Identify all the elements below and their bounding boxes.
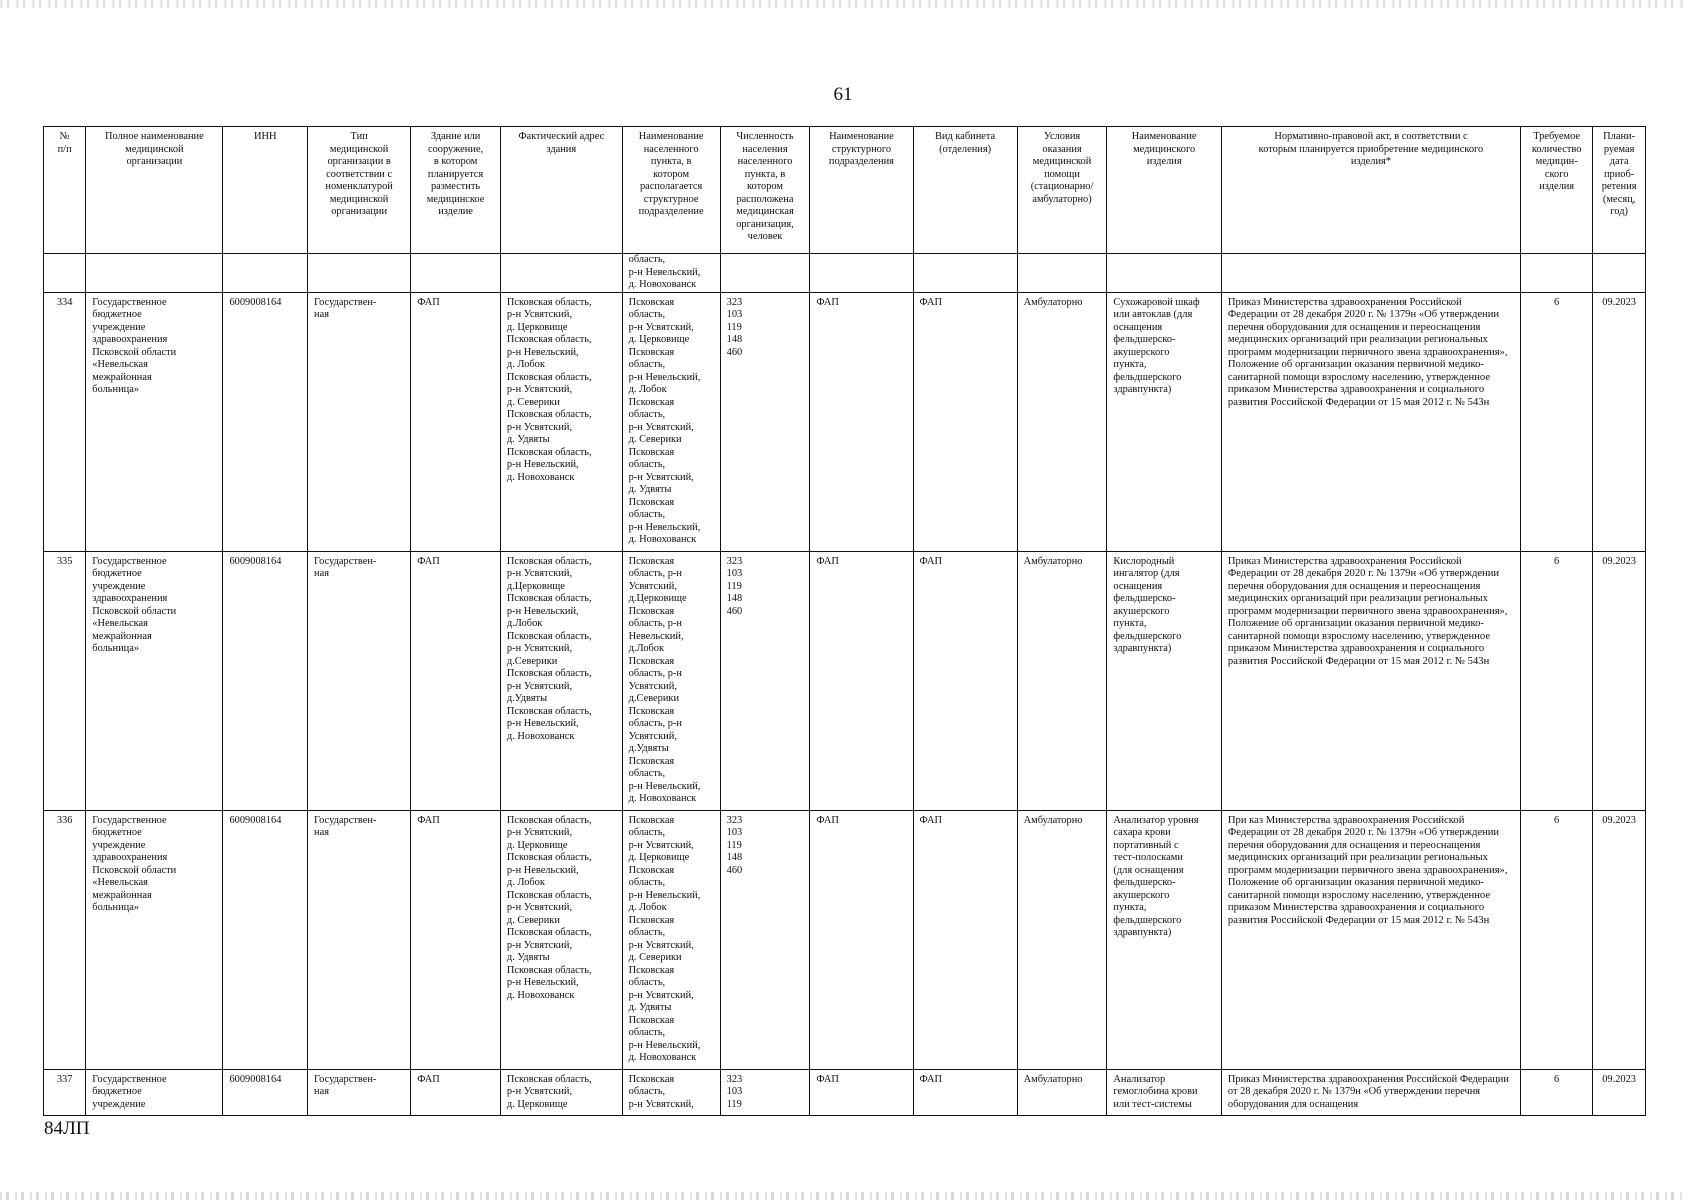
cell-num: 336 [44, 810, 86, 1069]
cell-conditions: Амбулаторно [1017, 1069, 1107, 1116]
cell-address: Псковская область, р-н Усвятский, д. Церковище Псковская область, р-н Невельский, д. Лобок Псковская область, р-н Усвятский, д. Северики Псковская область, р-н Усвятский, д. Удвяты Псковская область, р-н Невельский, д. Новохованск [500, 292, 622, 551]
cell-qty: 6 [1521, 551, 1593, 810]
cell-unit: ФАП [810, 292, 913, 551]
cell-device: Кислородный ингалятор (для оснащения фельдшерско- акушерского пункта, фельдшерского здравпункта) [1107, 551, 1222, 810]
cell-population: 323 103 119 148 460 [720, 810, 810, 1069]
cell-conditions: Амбулаторно [1017, 551, 1107, 810]
cell-cabinet: ФАП [913, 810, 1017, 1069]
header-device: Наименование медицинского изделия [1107, 127, 1222, 254]
cell-empty [1017, 254, 1107, 293]
cell-device: Анализатор уровня сахара крови портативный с тест-полосками (для оснащения фельдшерско- акушерского пункта, фельдшерского здравпункта) [1107, 810, 1222, 1069]
header-address: Фактический адрес здания [500, 127, 622, 254]
cell-cabinet: ФАП [913, 292, 1017, 551]
cell-inn: 6009008164 [223, 1069, 308, 1116]
cell-unit: ФАП [810, 810, 913, 1069]
header-settlement: Наименование населенного пункта, в котором располагается структурное подразделение [622, 127, 720, 254]
cell-settlement: Псковская область, р-н Усвятский, д. Церковище Псковская область, р-н Невельский, д. Лобок Псковская область, р-н Усвятский, д. Северики Псковская область, р-н Усвятский, д. Удвяты Псковская область, р-н Невельский, д. Новохованск [622, 810, 720, 1069]
cell-address: Псковская область, р-н Усвятский, д. Церковище Псковская область, р-н Невельский, д. Лобок Псковская область, р-н Усвятский, д. Северики Псковская область, р-н Усвятский, д. Удвяты Псковская область, р-н Невельский, д. Новохованск [500, 810, 622, 1069]
cell-law: Приказ Министерства здравоохранения Российской Федерации от 28 декабря 2020 г. № 1379н «Об утверждении перечня оборудования для оснащения и переоснащения медицинских организаций при реализации региональных программ модернизации первичного звена здравоохранения», Положение об организации оказания первичной медико-санитарной помощи взрослому населению, утвержденное приказом Министерства здравоохранения и социального развития Российской Федерации от 15 мая 2012 г. № 543н [1221, 292, 1520, 551]
table-row [44, 810, 1646, 1069]
cell-org-type: Государствен- ная [308, 292, 411, 551]
cell-empty [44, 254, 86, 293]
cell-num: 337 [44, 1069, 86, 1116]
cell-unit: ФАП [810, 1069, 913, 1116]
cell-org: Государственное бюджетное учреждение здравоохранения Псковской области «Невельская межрайонная больница» [86, 292, 223, 551]
cell-device: Сухожаровой шкаф или автоклав (для оснащения фельдшерско- акушерского пункта, фельдшерского здравпункта) [1107, 292, 1222, 551]
cell-date: 09.2023 [1593, 292, 1646, 551]
header-org-type: Тип медицинской организации в соответствии с номенклатурой медицинской организации [308, 127, 411, 254]
cell-population: 323 103 119 148 460 [720, 292, 810, 551]
header-conditions: Условия оказания медицинской помощи (стационарно/ амбулаторно) [1017, 127, 1107, 254]
cell-settlement: область, р-н Невельский, д. Новохованск [622, 254, 720, 293]
cell-cabinet: ФАП [913, 551, 1017, 810]
cell-org: Государственное бюджетное учреждение здравоохранения Псковской области «Невельская межрайонная больница» [86, 810, 223, 1069]
cell-empty [913, 254, 1017, 293]
scan-edge-top [0, 0, 1686, 8]
cell-date: 09.2023 [1593, 810, 1646, 1069]
header-population: Численность населения населенного пункта, в котором расположена медицинская организация, человек [720, 127, 810, 254]
cell-building: ФАП [411, 292, 501, 551]
cell-settlement: Псковская область, р-н Усвятский, д.Церковище Псковская область, р-н Невельский, д.Лобок Псковская область, р-н Усвятский, д.Северики Псковская область, р-н Усвятский, д.Удвяты Псковская область, р-н Невельский, д. Новохованск [622, 551, 720, 810]
cell-qty: 6 [1521, 292, 1593, 551]
cell-empty [308, 254, 411, 293]
header-law: Нормативно-правовой акт, в соответствии с которым планируется приобретение медицинского изделия* [1221, 127, 1520, 254]
cell-law: Приказ Министерства здравоохранения Российской Федерации от 28 декабря 2020 г. № 1379н «Об утверждении перечня оборудования для оснащения и переоснащения медицинских организаций при реализации региональных программ модернизации первичного звена здравоохранения», Положение об организации оказания первичной медико-санитарной помощи взрослому населению, утвержденное приказом Министерства здравоохранения и социального развития Российской Федерации от 15 мая 2012 г. № 543н [1221, 551, 1520, 810]
cell-num: 335 [44, 551, 86, 810]
header-unit: Наименование структурного подразделения [810, 127, 913, 254]
cell-qty: 6 [1521, 810, 1593, 1069]
cell-empty [223, 254, 308, 293]
cell-settlement: Псковская область, р-н Усвятский, [622, 1069, 720, 1116]
cell-num: 334 [44, 292, 86, 551]
table-row [44, 1069, 1646, 1116]
cell-law: При каз Министерства здравоохранения Российской Федерации от 28 декабря 2020 г. № 1379н «Об утверждении перечня оборудования для оснащения и переоснащения медицинских организаций при реализации региональных программ модернизации первичного звена здравоохранения», Положение об организации оказания первичной медико-санитарной помощи взрослому населению, утвержденное приказом Министерства здравоохранения и социального развития Российской Федерации от 15 мая 2012 г. № 543н [1221, 810, 1520, 1069]
table-header [44, 127, 1646, 254]
document-code: 84ЛП [44, 1118, 90, 1139]
cell-cabinet: ФАП [913, 1069, 1017, 1116]
cell-empty [1107, 254, 1222, 293]
table-row [44, 292, 1646, 551]
table-row-continuation [44, 254, 1646, 293]
cell-qty: 6 [1521, 1069, 1593, 1116]
cell-org: Государственное бюджетное учреждение [86, 1069, 223, 1116]
cell-org-type: Государствен- ная [308, 1069, 411, 1116]
header-building: Здание или сооружение, в котором планируется разместить медицинское изделие [411, 127, 501, 254]
cell-org: Государственное бюджетное учреждение здравоохранения Псковской области «Невельская межрайонная больница» [86, 551, 223, 810]
cell-conditions: Амбулаторно [1017, 810, 1107, 1069]
cell-date: 09.2023 [1593, 1069, 1646, 1116]
cell-unit: ФАП [810, 551, 913, 810]
cell-settlement: Псковская область, р-н Усвятский, д. Церковище Псковская область, р-н Невельский, д. Лобок Псковская область, р-н Усвятский, д. Северики Псковская область, р-н Усвятский, д. Удвяты Псковская область, р-н Невельский, д. Новохованск [622, 292, 720, 551]
cell-org-type: Государствен- ная [308, 551, 411, 810]
header-inn: ИНН [223, 127, 308, 254]
cell-population: 323 103 119 [720, 1069, 810, 1116]
cell-empty [1221, 254, 1520, 293]
header-num: № п/п [44, 127, 86, 254]
cell-inn: 6009008164 [223, 292, 308, 551]
cell-address: Псковская область, р-н Усвятский, д.Церковище Псковская область, р-н Невельский, д.Лобок Псковская область, р-н Усвятский, д.Северики Псковская область, р-н Усвятский, д.Удвяты Псковская область, р-н Невельский, д. Новохованск [500, 551, 622, 810]
table-row [44, 551, 1646, 810]
scan-edge-bottom [0, 1192, 1686, 1200]
cell-conditions: Амбулаторно [1017, 292, 1107, 551]
cell-date: 09.2023 [1593, 551, 1646, 810]
header-qty: Требуемое количество медицин- ского изделия [1521, 127, 1593, 254]
cell-empty [1593, 254, 1646, 293]
page-number: 61 [833, 84, 853, 105]
cell-device: Анализатор гемоглобина крови или тест-системы [1107, 1069, 1222, 1116]
cell-inn: 6009008164 [223, 810, 308, 1069]
cell-empty [86, 254, 223, 293]
cell-inn: 6009008164 [223, 551, 308, 810]
cell-building: ФАП [411, 1069, 501, 1116]
cell-building: ФАП [411, 551, 501, 810]
cell-empty [810, 254, 913, 293]
header-date: Плани- руемая дата приоб- ретения (месяц, год) [1593, 127, 1646, 254]
cell-population: 323 103 119 148 460 [720, 551, 810, 810]
cell-empty [1521, 254, 1593, 293]
cell-address: Псковская область, р-н Усвятский, д. Церковище [500, 1069, 622, 1116]
cell-empty [500, 254, 622, 293]
cell-empty [720, 254, 810, 293]
cell-empty [411, 254, 501, 293]
equipment-table [43, 126, 1646, 1116]
cell-building: ФАП [411, 810, 501, 1069]
cell-org-type: Государствен- ная [308, 810, 411, 1069]
header-cabinet: Вид кабинета (отделения) [913, 127, 1017, 254]
header-org: Полное наименование медицинской организации [86, 127, 223, 254]
cell-law: Приказ Министерства здравоохранения Российской Федерации от 28 декабря 2020 г. № 1379н «Об утверждении перечня оборудования для оснащения [1221, 1069, 1520, 1116]
